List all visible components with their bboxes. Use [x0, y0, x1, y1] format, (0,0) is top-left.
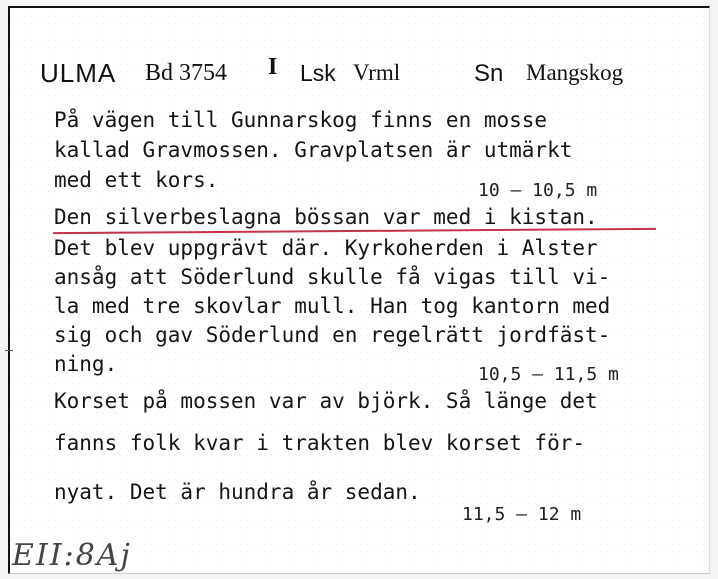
measurement-3: 11,5 – 12 m	[462, 504, 582, 525]
text-line-6: ansåg att Söderlund skulle få vigas till vi-	[54, 265, 611, 289]
measurement-2: 10,5 – 11,5 m	[478, 364, 619, 385]
parish-value: Mangskog	[526, 60, 624, 85]
text-line-10: Korset på mossen var av björk. Så länge det	[54, 389, 598, 413]
measurement-1: 10 – 10,5 m	[478, 180, 598, 201]
text-line-9: ning.	[54, 352, 118, 376]
text-line-1: På vägen till Gunnarskog finns en mosse	[54, 108, 548, 132]
part-number: I	[268, 54, 278, 80]
text-line-3: med ett kors.	[54, 168, 219, 192]
margin-mark	[5, 350, 13, 351]
text-line-7: la med tre skovlar mull. Han tog kantorn med	[54, 294, 611, 318]
parish-label: Sn	[474, 60, 504, 87]
landskap-value: Vrml	[353, 60, 401, 85]
archive-name: ULMA	[40, 58, 117, 88]
text-line-12: nyat. Det är hundra år sedan.	[54, 480, 421, 504]
text-line-8: sig och gav Söderlund en regelrätt jordfäst-	[54, 323, 611, 347]
text-line-2: kallad Gravmossen. Gravplatsen är utmärkt	[54, 138, 573, 162]
landskap-label: Lsk	[300, 60, 336, 86]
text-line-5: Det blev uppgrävt där. Kyrkoherden i Alster	[54, 236, 598, 260]
text-line-11: fanns folk kvar i trakten blev korset för-	[54, 431, 586, 455]
signum-handwritten: EII:8Aj	[12, 538, 132, 573]
text-line-4-underlined: Den silverbeslagna bössan var med i kistan.	[54, 205, 598, 229]
record-number: Bd 3754	[145, 60, 228, 86]
